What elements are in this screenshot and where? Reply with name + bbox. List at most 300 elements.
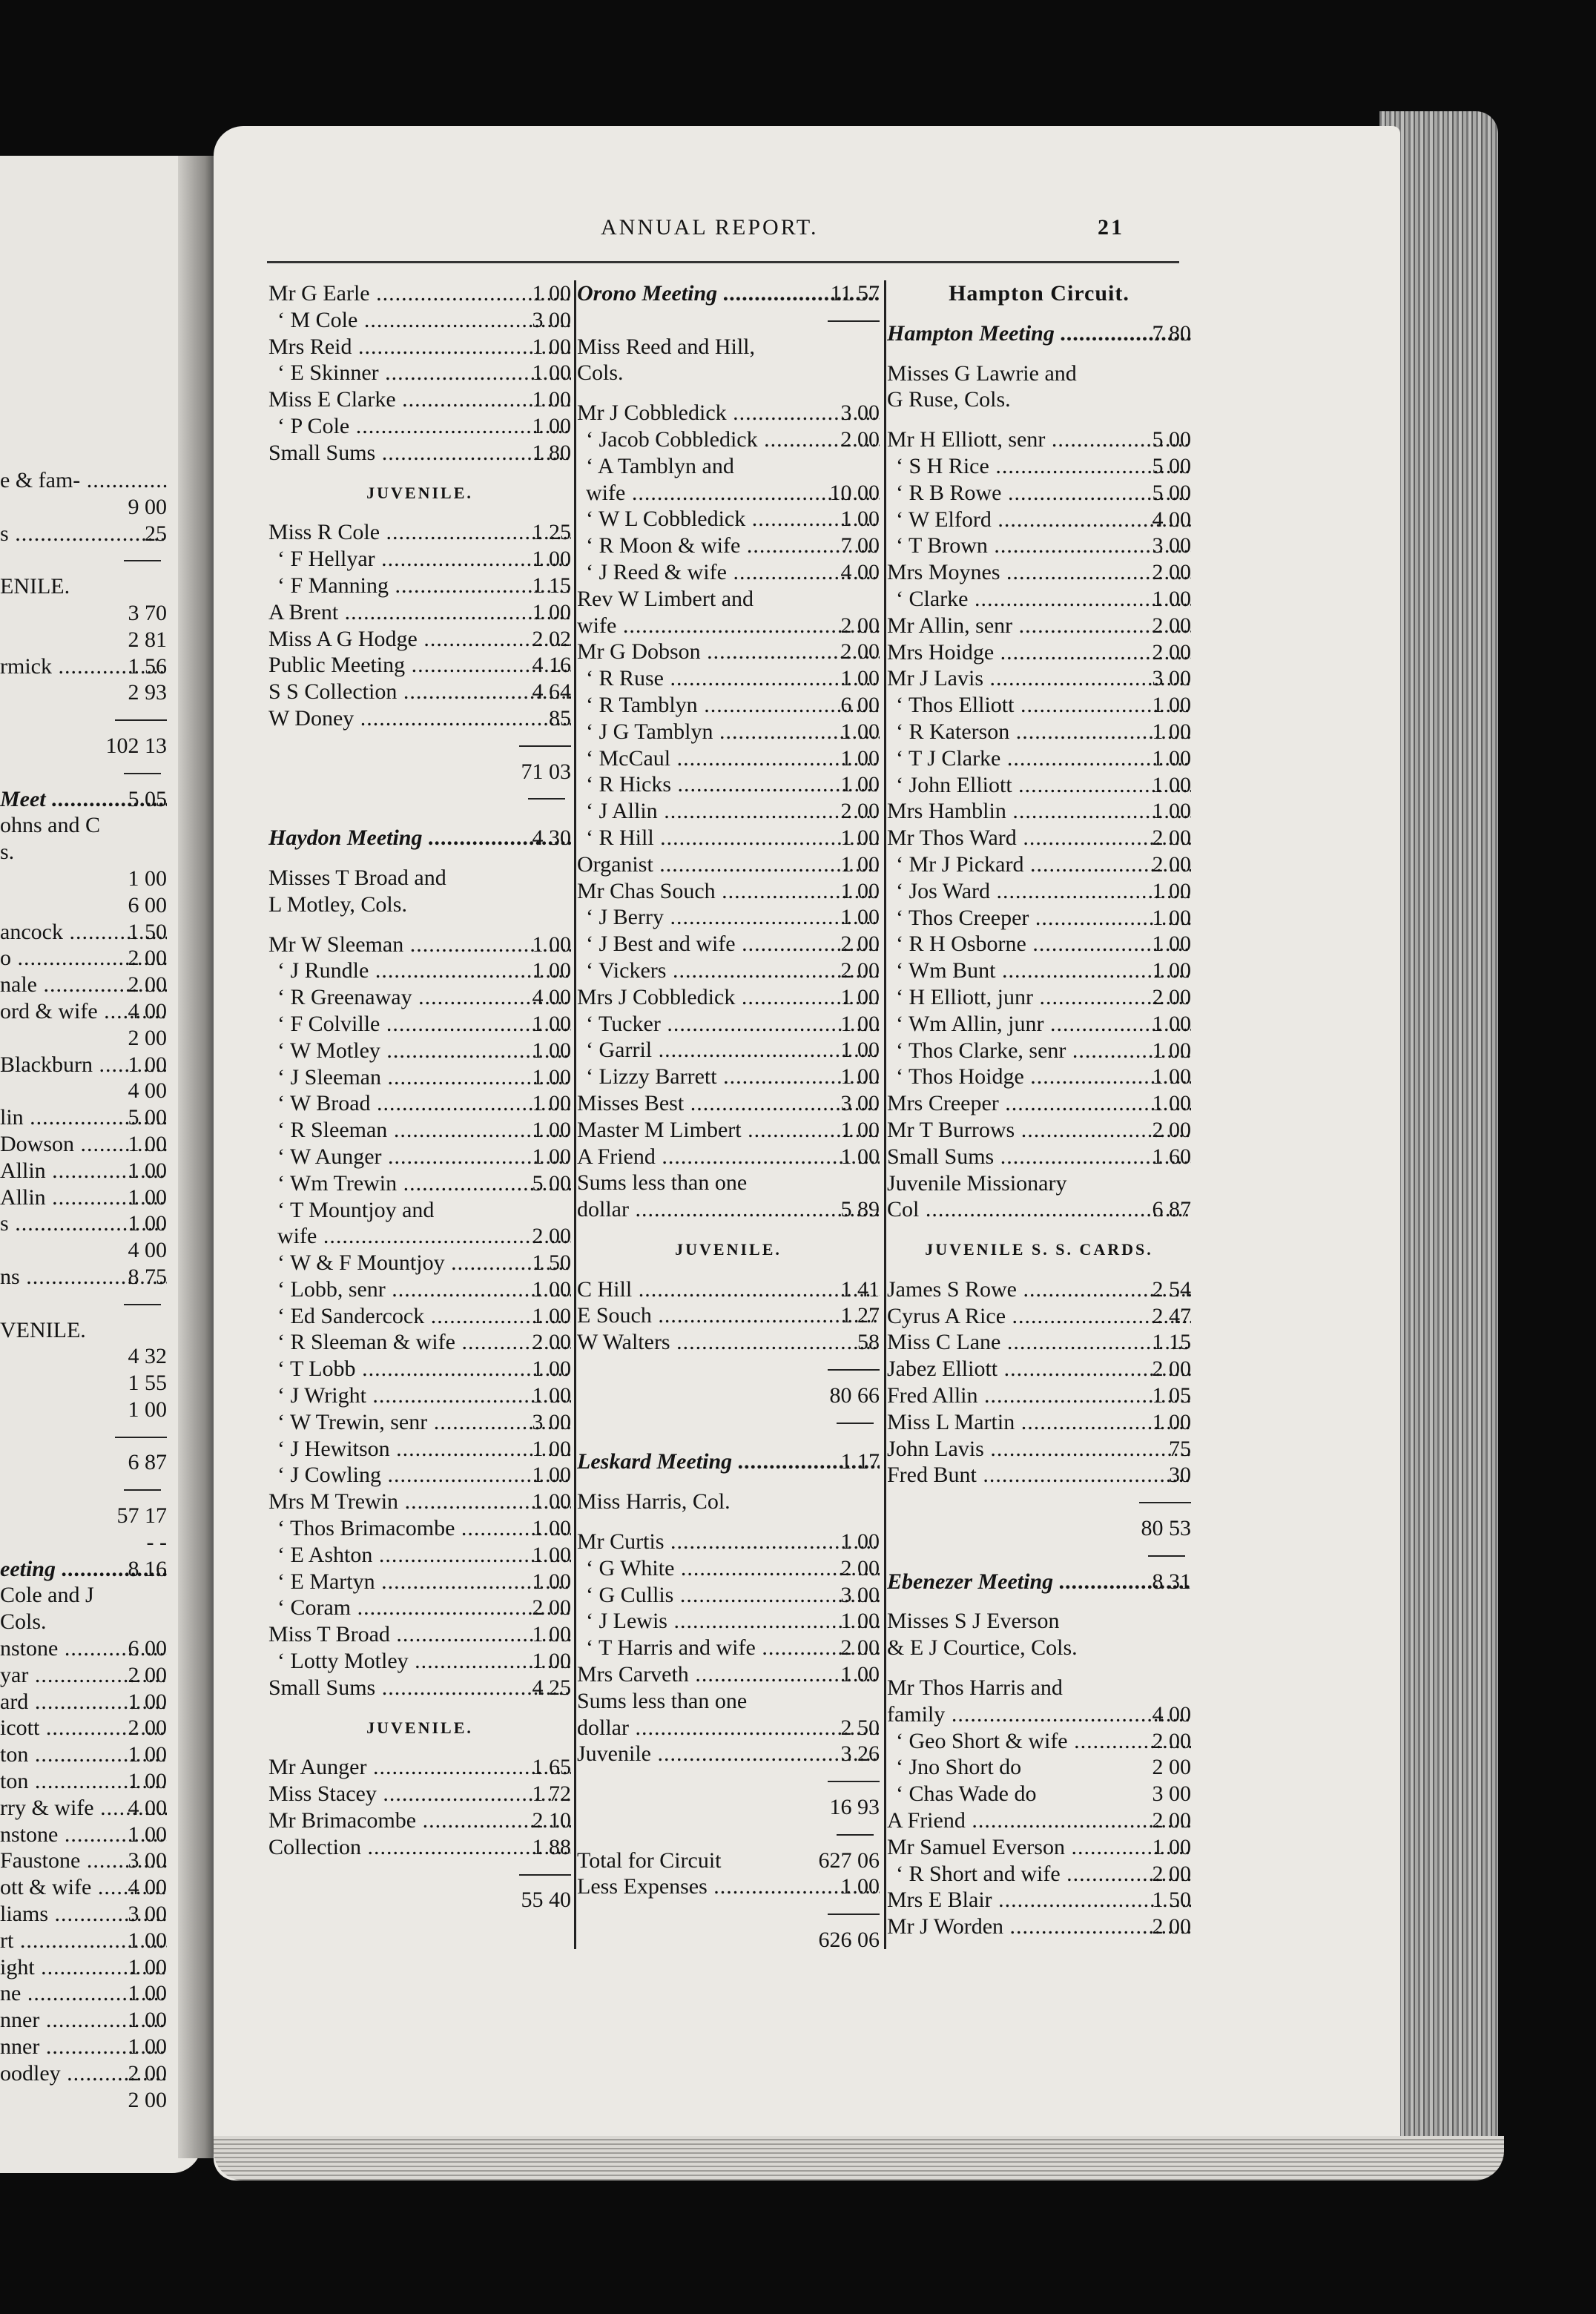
- entry-amount: 1 00: [532, 1303, 571, 1328]
- entry-name: Mr Curtis .....: [577, 1529, 880, 1555]
- entry-row: [268, 1715, 571, 1741]
- entry-row: [577, 1382, 880, 1409]
- entry-name: Mr Samuel Everson .....: [887, 1834, 1191, 1861]
- entry-row: [577, 1489, 880, 1515]
- entry-amount: 4 00: [128, 1795, 167, 1820]
- entry-row: [268, 1781, 571, 1807]
- entry-name: ‘ R Greenaway .....: [277, 984, 571, 1011]
- entry-row: [887, 1781, 1191, 1807]
- entry-amount: 1 00: [532, 599, 571, 624]
- entry-name: ‘ T Lobb .....: [277, 1356, 571, 1382]
- entry-name: ‘ R Tamblyn .....: [586, 692, 880, 719]
- entry-amount: 80 53: [1141, 1516, 1191, 1541]
- entry-row: [268, 280, 571, 307]
- entry-name: ‘ E Ashton .....: [277, 1542, 571, 1569]
- entry-row: [887, 1635, 1191, 1661]
- entry-amount: 1 00: [128, 866, 167, 891]
- entry-name: ‘ W Motley .....: [277, 1038, 571, 1064]
- entry-row: [0, 1503, 167, 1529]
- entry-row: [577, 1661, 880, 1688]
- entry-name: JUVENILE S. S. CARDS.: [925, 1240, 1153, 1259]
- entry-amount: 1 25: [532, 520, 571, 545]
- entry-amount: 6 00: [128, 1636, 167, 1661]
- entry-amount: 3 00: [1152, 1781, 1191, 1807]
- entry-amount: 1 00: [840, 905, 880, 930]
- entry-row: [0, 2034, 167, 2060]
- entry-row: [0, 1370, 167, 1397]
- entry-row: [887, 386, 1191, 413]
- entry-amount: 3 26: [840, 1741, 880, 1767]
- entry-name: ‘ A Tamblyn and: [586, 453, 734, 478]
- entry-amount: 3 00: [128, 1902, 167, 1927]
- entry-name: Mrs J Cobbledick .....: [577, 984, 880, 1011]
- entry-name: ‘ J Berry .....: [586, 904, 880, 931]
- entry-amount: 1 00: [532, 1118, 571, 1143]
- entry-name: ‘ R H Osborne .....: [896, 931, 1191, 957]
- entry-amount: 11 57: [830, 281, 880, 306]
- entry-row: [887, 1515, 1191, 1542]
- entry-row: [887, 1382, 1191, 1409]
- entry-name: rry & wife .....: [0, 1795, 167, 1822]
- entry-row: [577, 1741, 880, 1767]
- entry-row: [577, 1263, 880, 1276]
- entry-amount: 3 00: [532, 1409, 571, 1434]
- entry-amount: 5 00: [128, 1105, 167, 1130]
- entry-row: [0, 467, 167, 494]
- entry-name: Public Meeting .....: [268, 652, 571, 679]
- entry-amount: 4 16: [532, 653, 571, 678]
- entry-row: [577, 1329, 880, 1356]
- entry-name: ard .....: [0, 1689, 167, 1715]
- entry-amount: 1 00: [128, 2008, 167, 2033]
- entry-amount: 25: [145, 521, 167, 546]
- entry-amount: 2 00: [128, 2060, 167, 2086]
- entry-amount: 2 00: [840, 932, 880, 957]
- entry-row: [0, 1025, 167, 1052]
- entry-row: [0, 1529, 167, 1556]
- entry-amount: 2 00: [1152, 639, 1191, 665]
- entry-name: James S Rowe .....: [887, 1276, 1191, 1303]
- entry-name: ‘ S H Rice .....: [896, 453, 1191, 480]
- entry-amount: 3 00: [840, 1090, 880, 1115]
- entry-name: ‘ G Cullis .....: [586, 1582, 880, 1609]
- entry-amount: 1 00: [1152, 1038, 1191, 1063]
- entry-row: [0, 1847, 167, 1874]
- entry-amount: 2 00: [128, 972, 167, 998]
- entry-row: [577, 904, 880, 931]
- entry-name: ne .....: [0, 1980, 167, 2007]
- entry-row: [0, 972, 167, 998]
- entry-name: Mrs Hamblin .....: [887, 798, 1191, 825]
- entry-amount: 2 00: [1152, 1117, 1191, 1142]
- entry-amount: 8 16: [128, 1556, 167, 1581]
- entry-amount: 1 00: [1152, 586, 1191, 611]
- entry-row: [268, 1144, 571, 1170]
- entry-row: [887, 1329, 1191, 1356]
- entry-row: [887, 1196, 1191, 1223]
- entry-row: [0, 1662, 167, 1689]
- entry-row: [268, 1807, 571, 1834]
- entry-name: Miss T Broad .....: [268, 1621, 571, 1648]
- entry-name: wife .....: [577, 613, 880, 639]
- entry-row: [887, 1170, 1191, 1197]
- entry-name: Sums less than one: [577, 1170, 748, 1196]
- entry-row: [577, 1688, 880, 1715]
- entry-amount: 1 00: [532, 387, 571, 412]
- entry-row: [577, 426, 880, 453]
- entry-amount: 2 00: [1152, 1914, 1191, 1939]
- entry-name: s .....: [0, 521, 167, 547]
- entry-amount: 5 89: [840, 1197, 880, 1222]
- entry-name: Mr Chas Souch .....: [577, 878, 880, 905]
- entry-row: [887, 1409, 1191, 1436]
- header-rule: [267, 261, 1179, 263]
- entry-row: [0, 839, 167, 866]
- entry-row: [887, 1807, 1191, 1834]
- entry-amount: 4 32: [128, 1344, 167, 1369]
- entry-row: [887, 586, 1191, 613]
- entry-row: [577, 1037, 880, 1064]
- running-head: [445, 215, 1187, 245]
- entry-amount: 1 00: [840, 878, 880, 903]
- entry-amount: 1 00: [1152, 1834, 1191, 1859]
- entry-name: JUVENILE.: [366, 483, 473, 502]
- entry-name: Meet .....: [0, 786, 167, 813]
- entry-row: [268, 918, 571, 932]
- entry-row: [887, 1728, 1191, 1755]
- entry-name: Mr Brimacombe .....: [268, 1807, 571, 1834]
- entry-row: [577, 1794, 880, 1821]
- entry-amount: 1 00: [532, 932, 571, 957]
- entry-amount: 1 00: [840, 666, 880, 691]
- entry-row: [268, 519, 571, 546]
- entry-amount: 4 30: [532, 825, 571, 851]
- entry-amount: 2 00: [1152, 1861, 1191, 1886]
- entry-name: rt .....: [0, 1928, 167, 1954]
- entry-row: [268, 1595, 571, 1621]
- entry-amount: 5 00: [532, 1170, 571, 1196]
- page-title: ANNUAL REPORT.: [601, 215, 819, 240]
- entry-name: Mrs Carveth .....: [577, 1661, 880, 1688]
- entry-row: [0, 892, 167, 919]
- entry-amount: 1 00: [532, 1516, 571, 1541]
- entry-row: [577, 453, 880, 480]
- entry-amount: 4 00: [128, 1238, 167, 1263]
- entry-amount: 2 00: [1152, 851, 1191, 877]
- entry-amount: 1 88: [532, 1834, 571, 1859]
- entry-row: [577, 1635, 880, 1661]
- entry-amount: 2 93: [128, 680, 167, 705]
- entry-amount: 4 00: [1152, 507, 1191, 532]
- entry-row: [268, 360, 571, 386]
- entry-row: [887, 1223, 1191, 1236]
- entry-row: [0, 547, 167, 573]
- entry-name: ‘ J Cowling .....: [277, 1462, 571, 1489]
- entry-amount: 2 00: [840, 426, 880, 452]
- entry-name: Mr G Dobson .....: [577, 639, 880, 665]
- entry-row: [887, 984, 1191, 1011]
- entry-name: ‘ F Colville .....: [277, 1011, 571, 1038]
- entry-row: [887, 1914, 1191, 1940]
- entry-amount: 2 00: [128, 2087, 167, 2112]
- entry-name: ‘ W Aunger .....: [277, 1144, 571, 1170]
- entry-amount: 1 00: [128, 1954, 167, 1980]
- entry-row: [0, 1874, 167, 1901]
- entry-name: ton .....: [0, 1741, 167, 1768]
- entry-row: [577, 586, 880, 613]
- entry-row: [0, 1078, 167, 1104]
- entry-row: [268, 467, 571, 480]
- entry-amount: 1 00: [840, 1529, 880, 1555]
- entry-name: ‘ Thos Clarke, senr .....: [896, 1038, 1191, 1064]
- entry-name: C Hill .....: [577, 1276, 880, 1303]
- entry-amount: 1 00: [532, 1064, 571, 1090]
- entry-name: icott .....: [0, 1715, 167, 1741]
- entry-name: ‘ Thos Hoidge .....: [896, 1064, 1191, 1090]
- entry-row: [0, 1317, 167, 1344]
- entry-row: [268, 1462, 571, 1489]
- entry-amount: 1 15: [532, 573, 571, 598]
- entry-amount: 1 41: [840, 1276, 880, 1302]
- entry-row: [887, 426, 1191, 453]
- entry-row: [0, 919, 167, 946]
- entry-name: Small Sums .....: [268, 1675, 571, 1701]
- entry-row: [268, 1117, 571, 1144]
- entry-amount: 2 00: [128, 1715, 167, 1741]
- entry-row: [887, 453, 1191, 480]
- entry-name: ‘ T Brown .....: [896, 533, 1191, 559]
- entry-amount: 1 00: [1152, 1409, 1191, 1434]
- entry-name: ‘ Lotty Motley .....: [277, 1648, 571, 1675]
- entry-row: [887, 1701, 1191, 1728]
- entry-row: [577, 307, 880, 334]
- entry-name: Mr Thos Ward .....: [887, 825, 1191, 851]
- entry-amount: 4 25: [532, 1675, 571, 1700]
- entry-amount: 1 00: [532, 958, 571, 983]
- entry-amount: 1 00: [128, 1742, 167, 1767]
- entry-name: yar .....: [0, 1662, 167, 1689]
- entry-name: ‘ J Rundle .....: [277, 957, 571, 984]
- entry-row: [577, 480, 880, 507]
- entry-amount: 2 00: [840, 1635, 880, 1661]
- entry-amount: 5 00: [1152, 453, 1191, 478]
- entry-name: ‘ Thos Elliott .....: [896, 692, 1191, 719]
- entry-row: [268, 573, 571, 599]
- entry-row: [887, 1834, 1191, 1861]
- entry-row: [577, 665, 880, 692]
- entry-name: ‘ Coram .....: [277, 1595, 571, 1621]
- entry-amount: 85: [549, 705, 571, 731]
- entry-name: ‘ Clarke .....: [896, 586, 1191, 613]
- entry-row: [887, 825, 1191, 851]
- entry-row: [268, 506, 571, 519]
- entry-row: [268, 785, 571, 811]
- entry-amount: 1 50: [532, 1250, 571, 1276]
- entry-amount: 5 00: [1152, 427, 1191, 452]
- entry-amount: 1 15: [1152, 1330, 1191, 1355]
- column-3: [887, 280, 1191, 1940]
- entry-name: ‘ Tucker .....: [586, 1011, 880, 1038]
- entry-row: [577, 1715, 880, 1741]
- entry-amount: 1 00: [128, 1769, 167, 1794]
- entry-row: [887, 1569, 1191, 1595]
- entry-amount: 1 00: [1152, 932, 1191, 957]
- entry-amount: 1 00: [1152, 799, 1191, 824]
- entry-name: Mr Allin, senr .....: [887, 613, 1191, 639]
- entry-name: ‘ J Wright .....: [277, 1382, 571, 1409]
- entry-amount: 3 00: [1152, 533, 1191, 558]
- entry-row: [887, 1661, 1191, 1675]
- entry-amount: 7 80: [1152, 320, 1191, 346]
- entry-name: Fred Allin .....: [887, 1382, 1191, 1409]
- entry-row: [268, 546, 571, 573]
- entry-row: [577, 1435, 880, 1448]
- entry-row: [268, 1011, 571, 1038]
- entry-amount: 6 00: [128, 892, 167, 917]
- entry-amount: 2 00: [840, 957, 880, 983]
- entry-amount: 1 80: [532, 440, 571, 465]
- entry-amount: 1 00: [532, 547, 571, 572]
- entry-amount: 1 00: [840, 1117, 880, 1142]
- entry-row: [577, 745, 880, 772]
- entry-row: [887, 851, 1191, 878]
- entry-name: nstone .....: [0, 1822, 167, 1848]
- entry-row: [887, 1117, 1191, 1144]
- entry-name: oodley .....: [0, 2060, 167, 2087]
- entry-amount: 1 00: [128, 1158, 167, 1183]
- entry-name: ‘ Wm Trewin .....: [277, 1170, 571, 1197]
- entry-name: ‘ R Short and wife .....: [896, 1861, 1191, 1888]
- entry-row: [577, 984, 880, 1011]
- entry-row: [268, 440, 571, 467]
- entry-row: [577, 533, 880, 559]
- entry-amount: 1 60: [1152, 1144, 1191, 1169]
- entry-name: ‘ P Cole .....: [277, 413, 571, 440]
- entry-name: ‘ Jacob Cobbledick .....: [586, 426, 880, 453]
- entry-row: [0, 1184, 167, 1211]
- entry-name: ‘ R Ruse .....: [586, 665, 880, 692]
- entry-row: [887, 1038, 1191, 1064]
- entry-name: Less Expenses .....: [577, 1873, 880, 1900]
- entry-row: [268, 732, 571, 759]
- entry-amount: 1 00: [532, 334, 571, 359]
- entry-row: [577, 1144, 880, 1170]
- entry-name: s.: [0, 840, 15, 865]
- column-divider: [884, 280, 886, 1949]
- entry-amount: 2 00: [532, 1224, 571, 1249]
- entry-row: [0, 1449, 167, 1476]
- entry-amount: 2 00: [1152, 1357, 1191, 1382]
- entry-name: Misses Best .....: [577, 1090, 880, 1117]
- entry-row: [0, 2060, 167, 2087]
- entry-amount: 10 00: [829, 480, 880, 505]
- entry-row: [887, 613, 1191, 639]
- entry-row: [577, 1555, 880, 1582]
- entry-amount: 1 00: [532, 1569, 571, 1594]
- entry-name: ‘ Wm Allin, junr .....: [896, 1011, 1191, 1038]
- entry-name: ‘ McCaul .....: [586, 745, 880, 772]
- entry-amount: 3 00: [1152, 666, 1191, 691]
- entry-name: Miss Reed and Hill,: [577, 334, 755, 359]
- entry-name: Small Sums .....: [268, 440, 571, 467]
- entry-row: [577, 1276, 880, 1303]
- entry-row: [0, 1104, 167, 1131]
- entry-amount: 1 00: [532, 1357, 571, 1382]
- entry-amount: 4 00: [128, 998, 167, 1024]
- entry-name: A Friend .....: [887, 1807, 1191, 1834]
- entry-row: [0, 2007, 167, 2034]
- entry-amount: 1 56: [128, 653, 167, 679]
- entry-name: A Brent .....: [268, 599, 571, 626]
- entry-amount: 1 00: [1152, 878, 1191, 903]
- entry-row: [0, 1131, 167, 1158]
- entry-row: [577, 1117, 880, 1144]
- entry-amount: 1 00: [532, 413, 571, 438]
- entry-name: ‘ W Trewin, senr .....: [277, 1409, 571, 1436]
- entry-row: [887, 719, 1191, 745]
- entry-name: dollar .....: [577, 1196, 880, 1223]
- entry-row: [268, 759, 571, 785]
- entry-amount: 55 40: [521, 1888, 571, 1913]
- entry-row: [577, 692, 880, 719]
- entry-name: Misses G Lawrie and: [887, 360, 1077, 386]
- entry-row: [0, 1741, 167, 1768]
- entry-amount: - -: [146, 1529, 167, 1555]
- entry-row: [577, 506, 880, 533]
- entry-row: [887, 1064, 1191, 1090]
- entry-name: ‘ Lobb, senr .....: [277, 1276, 571, 1303]
- entry-amount: 80 66: [829, 1382, 880, 1408]
- entry-row: [887, 1675, 1191, 1701]
- entry-name: Mr W Sleeman .....: [268, 932, 571, 958]
- entry-amount: 4 00: [532, 985, 571, 1010]
- entry-row: [577, 1236, 880, 1263]
- entry-row: [0, 1210, 167, 1237]
- entry-amount: 1 00: [128, 1131, 167, 1156]
- entry-name: ‘ R Sleeman & wife .....: [277, 1329, 571, 1356]
- entry-name: ‘ J G Tamblyn .....: [586, 719, 880, 745]
- entry-name: Mr Thos Harris and: [887, 1675, 1063, 1701]
- entry-row: [268, 480, 571, 507]
- entry-name: Miss Harris, Col.: [577, 1489, 731, 1514]
- entry-amount: 1 00: [128, 1052, 167, 1077]
- entry-row: [0, 1264, 167, 1290]
- entry-amount: 1 00: [840, 1662, 880, 1687]
- entry-name: Miss L Martin .....: [887, 1409, 1191, 1436]
- entry-name: Leskard Meeting .....: [577, 1448, 880, 1475]
- entry-amount: 1 00: [532, 281, 571, 306]
- entry-name: E Souch .....: [577, 1302, 880, 1329]
- entry-amount: 1 00: [532, 1144, 571, 1169]
- entry-row: [268, 811, 571, 825]
- entry-row: [577, 1011, 880, 1038]
- entry-name: Hampton Meeting .....: [887, 320, 1191, 347]
- entry-amount: 2 00: [1152, 1808, 1191, 1833]
- entry-amount: 1 55: [128, 1371, 167, 1396]
- entry-name: W Doney .....: [268, 705, 571, 732]
- entry-amount: 1 00: [532, 1622, 571, 1647]
- entry-row: [0, 1715, 167, 1741]
- entry-amount: 3 00: [128, 1848, 167, 1873]
- entry-amount: 1 00: [128, 2034, 167, 2060]
- entry-row: [577, 334, 880, 360]
- entry-name: ‘ E Martyn .....: [277, 1569, 571, 1595]
- entry-name: lin .....: [0, 1104, 167, 1131]
- entry-row: [268, 825, 571, 851]
- entry-row: [0, 1397, 167, 1423]
- entry-row: [0, 653, 167, 680]
- entry-name: wife .....: [277, 1223, 571, 1250]
